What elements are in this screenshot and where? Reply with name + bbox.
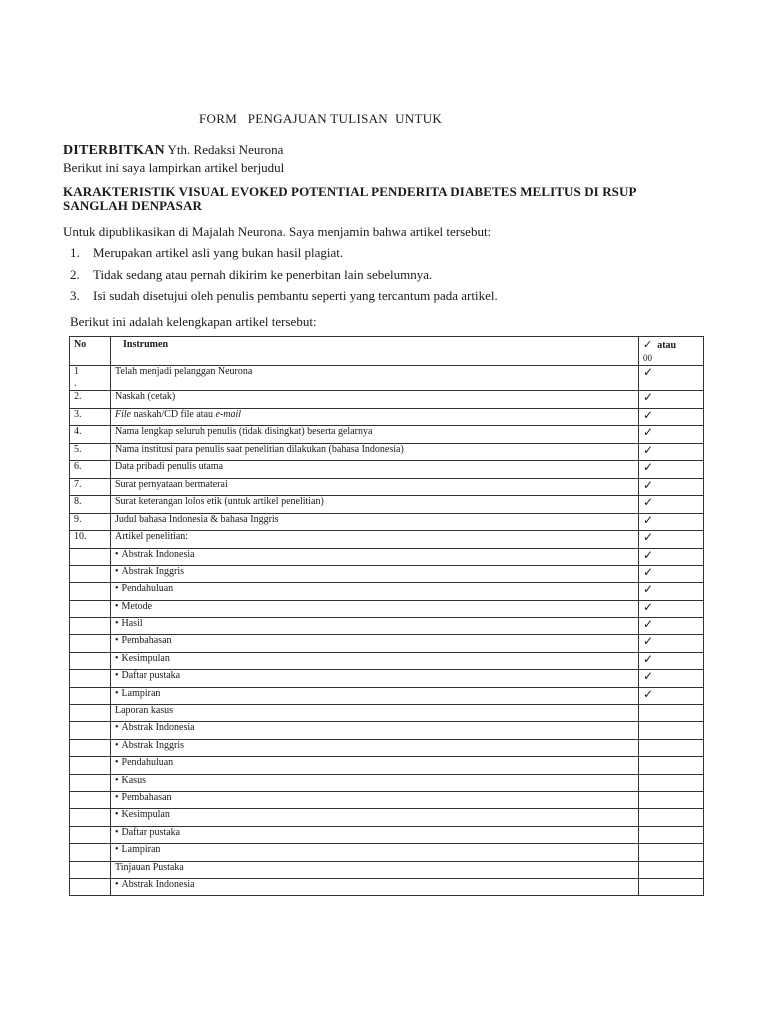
- item-number: 9.: [74, 513, 82, 525]
- instrumen-cell: [111, 426, 639, 444]
- check-mark-icon: ✓: [643, 582, 654, 597]
- check-mark-icon: ✓: [643, 669, 654, 684]
- check-cell: [639, 583, 704, 600]
- check-mark-icon: ✓: [643, 365, 654, 379]
- item-label-italic: File: [115, 408, 132, 420]
- check-cell: [639, 600, 704, 617]
- instrumen-cell: [111, 652, 639, 669]
- no-cell: [70, 391, 111, 409]
- subitem-label: Hasil: [121, 618, 143, 630]
- no-cell: [70, 443, 111, 461]
- table-row: [70, 408, 704, 426]
- header-instrumen-label: Instrumen: [123, 339, 169, 350]
- check-cell: [639, 443, 704, 461]
- section-heading-row: [70, 861, 704, 878]
- guarantee-number: 1.: [70, 245, 80, 260]
- no-cell: [70, 583, 111, 600]
- no-cell: [70, 861, 111, 878]
- item-number: 6.: [74, 461, 82, 472]
- publication-statement: Untuk dipublikasikan di Majalah Neurona. Saya menjamin bahwa artikel tersebut:: [63, 224, 492, 239]
- bullet-icon: •: [115, 722, 119, 734]
- check-cell: [639, 565, 704, 582]
- check-cell: [639, 844, 704, 861]
- table-row: [70, 739, 704, 756]
- guarantee-item: [70, 267, 498, 289]
- check-cell: [639, 513, 704, 531]
- no-cell: [70, 844, 111, 861]
- check-mark-icon: ✓: [643, 686, 654, 701]
- item-number: 4.: [74, 426, 82, 437]
- subitem-label: Pembahasan: [121, 635, 172, 647]
- section-heading-row: [70, 705, 704, 722]
- no-cell: [70, 791, 111, 808]
- instrumen-cell: [111, 513, 639, 531]
- check-mark-icon: ✓: [643, 634, 654, 649]
- item-label: Data pribadi penulis utama: [115, 461, 224, 472]
- no-cell: [70, 774, 111, 791]
- instrumen-cell: [111, 548, 639, 565]
- attachment-intro: Berikut ini saya lampirkan artikel berjudul: [63, 160, 285, 175]
- check-mark-icon: ✓: [643, 564, 654, 579]
- check-cell: [639, 705, 704, 722]
- item-label: naskah/CD file atau: [131, 408, 216, 420]
- bullet-icon: •: [115, 670, 119, 682]
- table-row: [70, 844, 704, 861]
- item-number: 1: [74, 366, 79, 377]
- guarantee-text: Merupakan artikel asli yang bukan hasil plagiat.: [93, 245, 344, 260]
- instrumen-cell: [111, 408, 639, 426]
- table-row: [70, 618, 704, 635]
- check-cell: [639, 366, 704, 391]
- guarantee-text: Tidak sedang atau pernah dikirim ke penerbitan lain sebelumnya.: [93, 266, 433, 282]
- bullet-icon: •: [115, 826, 119, 838]
- check-cell: [639, 739, 704, 756]
- item-number: 10.: [74, 531, 87, 542]
- check-mark-icon: ✓: [643, 651, 654, 666]
- instrumen-cell: [111, 618, 639, 635]
- no-cell: [70, 366, 111, 391]
- no-cell: [70, 757, 111, 774]
- table-row: [70, 635, 704, 652]
- instrumen-cell: [111, 635, 639, 652]
- no-cell: [70, 705, 111, 722]
- section-heading: Tinjauan Pustaka: [111, 861, 639, 878]
- completeness-table: [69, 336, 704, 896]
- table-row: [70, 722, 704, 739]
- instrumen-cell: [111, 826, 639, 843]
- guarantee-item: [70, 288, 498, 310]
- table-row: [70, 461, 704, 479]
- subitem-label: Kesimpulan: [121, 652, 170, 664]
- instrumen-cell: [111, 722, 639, 739]
- check-cell: [639, 496, 704, 514]
- guarantee-number: 3.: [70, 288, 80, 303]
- table-row: [70, 426, 704, 444]
- check-cell: [639, 531, 704, 549]
- diterbitkan-label: DITERBITKAN: [63, 143, 165, 158]
- bullet-icon: •: [115, 791, 119, 803]
- item-number: 3.: [74, 408, 82, 420]
- instrumen-cell: [111, 366, 639, 391]
- check-mark-icon: ✓: [643, 460, 654, 474]
- no-cell: [70, 408, 111, 426]
- item-label: Nama institusi para penulis saat penelitian dilakukan (bahasa Indonesia): [115, 443, 404, 455]
- subitem-label: Abstrak Indonesia: [121, 722, 195, 734]
- no-cell: [70, 618, 111, 635]
- instrumen-cell: [111, 583, 639, 600]
- item-label-italic: e-mail: [215, 408, 242, 420]
- header-check-sub: 00: [643, 353, 652, 363]
- guarantee-list: [70, 245, 498, 310]
- table-row: [70, 391, 704, 409]
- check-mark-icon: ✓: [643, 547, 654, 562]
- subitem-label: Abstrak Indonesia: [121, 548, 195, 560]
- check-cell: [639, 757, 704, 774]
- no-cell: [70, 635, 111, 652]
- instrumen-cell: [111, 739, 639, 756]
- header-check-label: atau: [657, 340, 677, 351]
- no-cell: [70, 600, 111, 617]
- completeness-intro: Berikut ini adalah kelengkapan artikel tersebut:: [70, 314, 317, 329]
- table-row: [70, 652, 704, 669]
- check-cell: [639, 722, 704, 739]
- recipient-text: Yth. Redaksi Neurona: [164, 142, 284, 157]
- subitem-label: Pendahuluan: [121, 583, 174, 595]
- check-cell: [639, 635, 704, 652]
- no-cell: [70, 548, 111, 565]
- no-cell: [70, 461, 111, 479]
- item-number: 2.: [74, 391, 82, 402]
- item-label: Surat keterangan lolos etik (untuk artikel penelitian): [115, 496, 324, 507]
- item-number-suffix: .: [74, 378, 77, 389]
- no-cell: [70, 513, 111, 531]
- bullet-icon: •: [115, 600, 119, 612]
- table-row: [70, 366, 704, 391]
- table-row: [70, 478, 704, 496]
- subitem-label: Abstrak Inggris: [121, 565, 185, 577]
- check-cell: [639, 461, 704, 479]
- guarantee-item: [70, 245, 498, 267]
- table-row: [70, 513, 704, 531]
- table-row: [70, 583, 704, 600]
- instrumen-cell: [111, 461, 639, 479]
- no-cell: [70, 496, 111, 514]
- check-cell: [639, 687, 704, 704]
- item-label: Surat pernyataan bermaterai: [115, 478, 228, 490]
- item-number: 7.: [74, 478, 82, 490]
- guarantee-text: Isi sudah disetujui oleh penulis pembantu seperti yang tercantum pada artikel.: [93, 288, 498, 303]
- no-cell: [70, 687, 111, 704]
- check-cell: [639, 478, 704, 496]
- subitem-label: Abstrak Inggris: [121, 739, 185, 751]
- table-row: [70, 687, 704, 704]
- guarantee-number: 2.: [70, 266, 80, 282]
- instrumen-cell: [111, 496, 639, 514]
- item-label: Judul bahasa Indonesia & bahasa Inggris: [115, 513, 279, 525]
- check-cell: [639, 826, 704, 843]
- item-label: Nama lengkap seluruh penulis (tidak disingkat) beserta gelarnya: [115, 426, 373, 437]
- instrumen-cell: [111, 844, 639, 861]
- subitem-label: Kesimpulan: [121, 809, 170, 821]
- table-row: [70, 548, 704, 565]
- check-mark-icon: ✓: [643, 338, 653, 351]
- header-check: [639, 337, 704, 366]
- instrumen-cell: [111, 391, 639, 409]
- bullet-icon: •: [115, 583, 119, 595]
- section-heading: Laporan kasus: [111, 705, 639, 722]
- item-number: 8.: [74, 496, 82, 507]
- check-mark-icon: ✓: [643, 530, 654, 544]
- no-cell: [70, 809, 111, 826]
- bullet-icon: •: [115, 565, 119, 577]
- check-cell: [639, 791, 704, 808]
- bullet-icon: •: [115, 844, 119, 856]
- table-row: [70, 826, 704, 843]
- no-cell: [70, 531, 111, 549]
- instrumen-cell: [111, 809, 639, 826]
- subitem-label: Metode: [121, 600, 153, 612]
- table-row: [70, 791, 704, 808]
- check-cell: [639, 861, 704, 878]
- check-cell: [639, 670, 704, 687]
- table-row: [70, 878, 704, 895]
- check-mark-icon: ✓: [643, 495, 654, 509]
- subitem-label: Lampiran: [121, 687, 161, 699]
- no-cell: [70, 739, 111, 756]
- check-mark-icon: ✓: [643, 477, 654, 492]
- bullet-icon: •: [115, 618, 119, 630]
- instrumen-cell: [111, 565, 639, 582]
- table-row: [70, 443, 704, 461]
- item-number: 5.: [74, 443, 82, 455]
- table-row: [70, 600, 704, 617]
- instrumen-cell: [111, 443, 639, 461]
- no-cell: [70, 478, 111, 496]
- instrumen-cell: [111, 670, 639, 687]
- no-cell: [70, 652, 111, 669]
- bullet-icon: •: [115, 635, 119, 647]
- item-label: Telah menjadi pelanggan Neurona: [115, 366, 253, 377]
- no-cell: [70, 426, 111, 444]
- check-cell: [639, 878, 704, 895]
- check-cell: [639, 809, 704, 826]
- subitem-label: Kasus: [121, 774, 146, 786]
- instrumen-cell: [111, 687, 639, 704]
- table-row: [70, 670, 704, 687]
- bullet-icon: •: [115, 809, 119, 821]
- instrumen-cell: [111, 791, 639, 808]
- check-mark-icon: ✓: [643, 512, 654, 527]
- instrumen-cell: [111, 757, 639, 774]
- recipient-line: [63, 142, 283, 159]
- bullet-icon: •: [115, 652, 119, 664]
- check-cell: [639, 426, 704, 444]
- no-cell: [70, 565, 111, 582]
- check-mark-icon: ✓: [643, 599, 654, 614]
- no-cell: [70, 722, 111, 739]
- instrumen-cell: [111, 531, 639, 549]
- no-cell: [70, 878, 111, 895]
- no-cell: [70, 826, 111, 843]
- header-no: No: [70, 337, 111, 366]
- subitem-label: Daftar pustaka: [121, 670, 181, 682]
- subitem-label: Abstrak Indonesia: [121, 878, 195, 890]
- bullet-icon: •: [115, 774, 119, 786]
- bullet-icon: •: [115, 548, 119, 560]
- instrumen-cell: [111, 478, 639, 496]
- check-cell: [639, 391, 704, 409]
- check-cell: [639, 774, 704, 791]
- subitem-label: Pendahuluan: [121, 757, 174, 769]
- item-label: Artikel penelitian:: [115, 531, 189, 542]
- bullet-icon: •: [115, 739, 119, 751]
- table-row: [70, 565, 704, 582]
- item-label: Naskah (cetak): [115, 391, 176, 402]
- check-mark-icon: ✓: [643, 442, 654, 457]
- subitem-label: Lampiran: [121, 844, 161, 856]
- instrumen-cell: [111, 774, 639, 791]
- table-row: [70, 757, 704, 774]
- bullet-icon: •: [115, 757, 119, 769]
- table-row: [70, 531, 704, 549]
- subitem-label: Pembahasan: [121, 791, 172, 803]
- header-instrumen: [111, 337, 639, 366]
- subitem-label: Daftar pustaka: [121, 826, 181, 838]
- table-row: [70, 496, 704, 514]
- no-cell: [70, 670, 111, 687]
- check-cell: [639, 548, 704, 565]
- check-mark-icon: ✓: [643, 407, 654, 422]
- check-mark-icon: ✓: [643, 617, 654, 632]
- check-mark-icon: ✓: [643, 425, 654, 439]
- instrumen-cell: [111, 878, 639, 895]
- table-row: [70, 774, 704, 791]
- table-header-row: [70, 337, 704, 366]
- check-cell: [639, 652, 704, 669]
- instrumen-cell: [111, 600, 639, 617]
- check-cell: [639, 408, 704, 426]
- table-row: [70, 809, 704, 826]
- bullet-icon: •: [115, 687, 119, 699]
- check-mark-icon: ✓: [643, 390, 654, 404]
- bullet-icon: •: [115, 878, 119, 890]
- form-title: FORM PENGAJUAN TULISAN UNTUK: [199, 111, 443, 126]
- check-cell: [639, 618, 704, 635]
- article-title: KARAKTERISTIK VISUAL EVOKED POTENTIAL PENDERITA DIABETES MELITUS DI RSUP SANGLAH DENPASAR: [63, 184, 636, 213]
